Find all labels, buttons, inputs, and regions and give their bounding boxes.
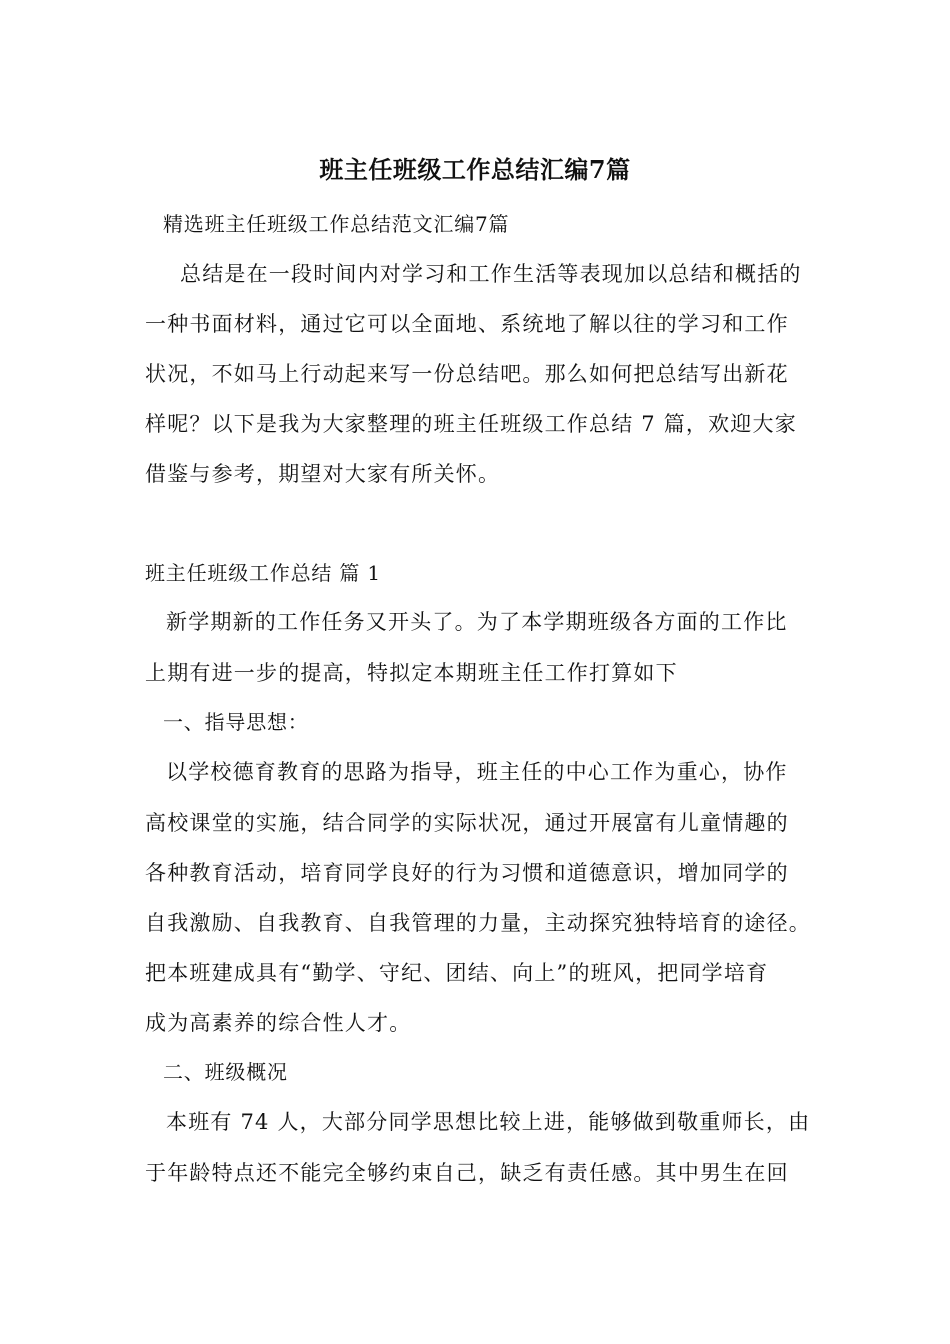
paragraph-line: 自我激励、自我教育、自我管理的力量，主动探究独特培育的途径。 <box>145 911 811 935</box>
intro-line: 借鉴与参考，期望对大家有所关怀。 <box>145 462 501 486</box>
paragraph-line: 各种教育活动，培育同学良好的行为习惯和道德意识，增加同学的 <box>145 861 789 885</box>
paragraph-line: 新学期新的工作任务又开头了。为了本学期班级各方面的工作比 <box>166 610 788 634</box>
guiding-heading: 一、指导思想： <box>163 710 309 734</box>
paragraph-line: 本班有 74 人，大部分同学思想比较上进，能够做到敬重师长，由 <box>166 1110 811 1134</box>
intro-line: 状况，不如马上行动起来写一份总结吧。那么如何把总结写出新花 <box>145 362 789 386</box>
document-title: 班主任班级工作总结汇编7篇 <box>319 155 631 184</box>
overview-heading: 二、班级概况 <box>163 1060 288 1084</box>
paragraph-line: 于年龄特点还不能完全够约束自己，缺乏有责任感。其中男生在回 <box>145 1161 789 1185</box>
section-heading: 班主任班级工作总结 篇 1 <box>145 561 381 585</box>
paragraph-line: 以学校德育教育的思路为指导，班主任的中心工作为重心，协作 <box>166 760 788 784</box>
intro-line: 一种书面材料，通过它可以全面地、系统地了解以往的学习和工作 <box>145 312 789 336</box>
paragraph-line: 成为高素养的综合性人才。 <box>145 1011 412 1035</box>
paragraph-line: 高校课堂的实施，结合同学的实际状况，通过开展富有儿童情趣的 <box>145 811 789 835</box>
intro-line: 总结是在一段时间内对学习和工作生活等表现加以总结和概括的 <box>180 262 802 286</box>
paragraph-line: 把本班建成具有“勤学、守纪、团结、向上”的班风，把同学培育 <box>145 961 769 985</box>
intro-line: 样呢？以下是我为大家整理的班主任班级工作总结 7 篇，欢迎大家 <box>145 412 797 436</box>
document-subtitle: 精选班主任班级工作总结范文汇编7篇 <box>163 212 510 236</box>
paragraph-line: 上期有进一步的提高，特拟定本期班主任工作打算如下 <box>145 661 678 685</box>
